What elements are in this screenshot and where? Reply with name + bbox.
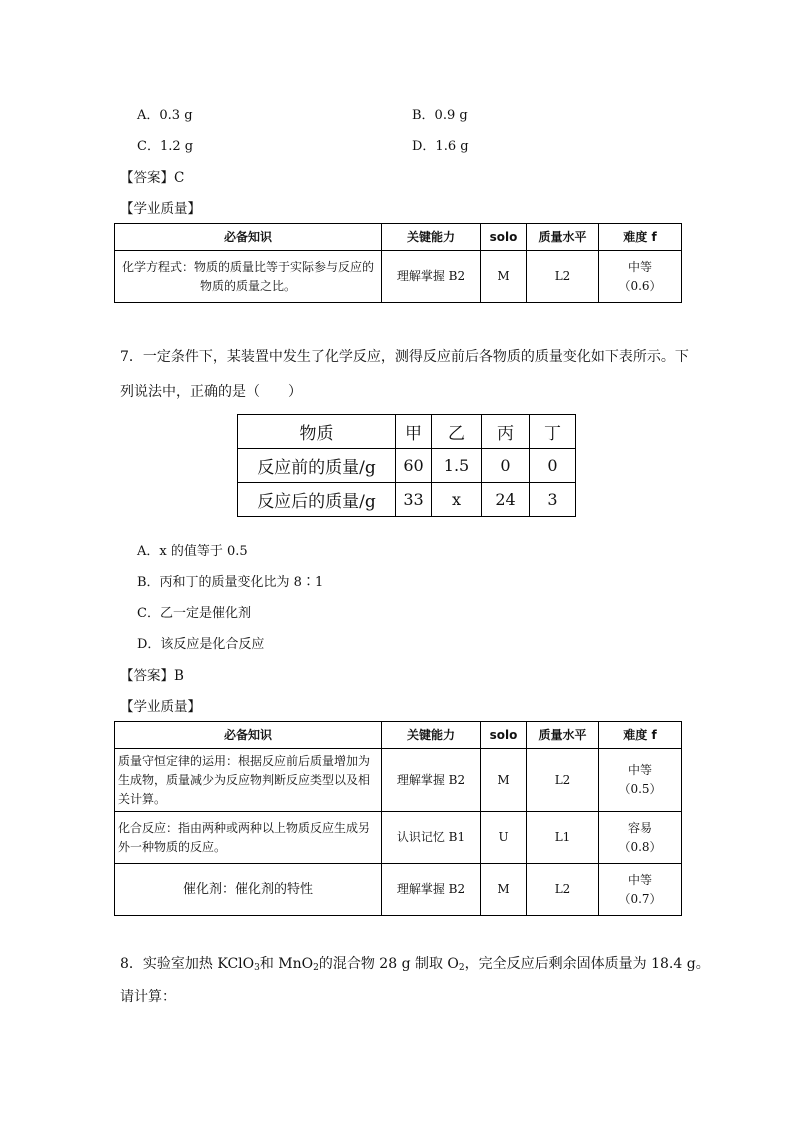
cell: 物质	[238, 415, 396, 449]
cell-difficulty: 中等 （0.6）	[599, 251, 682, 303]
cell-ability: 理解掌握 B2	[382, 749, 481, 812]
cell-solo: M	[481, 251, 527, 303]
option-c: C．1.2 g	[137, 139, 194, 154]
table-row	[238, 449, 576, 483]
option-a: A．x 的值等于 0.5	[137, 544, 248, 559]
quality-tag: 【学业质量】	[120, 699, 201, 715]
cell: 3	[530, 483, 576, 517]
cell: 甲	[396, 415, 432, 449]
header-level: 质量水平	[527, 224, 599, 251]
table-row	[115, 251, 682, 303]
cell-level: L2	[527, 749, 599, 812]
answer-tag: 【答案】	[120, 170, 174, 186]
cell: 丙	[482, 415, 530, 449]
cell: 反应后的质量/g	[238, 483, 396, 517]
option-d: D．该反应是化合反应	[137, 637, 265, 652]
cell: 24	[482, 483, 530, 517]
header-solo: solo	[481, 722, 527, 749]
cell-knowledge: 催化剂：催化剂的特性	[115, 864, 382, 916]
cell: x	[432, 483, 482, 517]
option-b: B．0.9 g	[412, 108, 468, 123]
quality-table-q7	[114, 721, 682, 916]
option-b: B．丙和丁的质量变化比为 8∶1	[137, 575, 324, 590]
question-8-stem: 8．实验室加热 KClO$_3$和 MnO$_2$的混合物 28 g 制取 $O_2$，完全反应后剩余固体质量为 18.4 g。	[120, 956, 710, 973]
cell-difficulty: 容易 （0.8）	[599, 812, 682, 864]
cell: 1.5	[432, 449, 482, 483]
header-solo: solo	[481, 224, 527, 251]
cell: 乙	[432, 415, 482, 449]
cell-solo: M	[481, 864, 527, 916]
quality-tag: 【学业质量】	[120, 201, 201, 217]
quality-table-q6	[114, 223, 682, 303]
table-row	[115, 749, 682, 812]
option-d: D．1.6 g	[412, 139, 469, 154]
cell-level: L1	[527, 812, 599, 864]
cell-knowledge: 质量守恒定律的运用：根据反应前后质量增加为生成物，质量减少为反应物判断反应类型以及相关计算。	[115, 749, 382, 812]
answer-line	[120, 166, 184, 186]
cell-ability: 理解掌握 B2	[382, 864, 481, 916]
question-7-stem: 7．一定条件下，某装置中发生了化学反应，测得反应前后各物质的质量变化如下表所示。下	[120, 349, 689, 365]
answer-line	[120, 664, 184, 684]
question-8-stem-2: 请计算：	[120, 989, 176, 1005]
answer-value: C	[174, 170, 185, 186]
cell-knowledge: 化学方程式：物质的质量比等于实际参与反应的物质的质量之比。	[115, 251, 382, 303]
cell-solo: U	[481, 812, 527, 864]
cell-solo: M	[481, 749, 527, 812]
table-header-row	[115, 722, 682, 749]
mass-change-table	[237, 414, 576, 517]
table-row	[115, 812, 682, 864]
cell-difficulty: 中等 （0.5）	[599, 749, 682, 812]
header-ability: 关键能力	[382, 224, 481, 251]
answer-value: B	[174, 668, 184, 684]
cell: 0	[482, 449, 530, 483]
cell: 0	[530, 449, 576, 483]
cell-ability: 认识记忆 B1	[382, 812, 481, 864]
header-knowledge: 必备知识	[115, 224, 382, 251]
option-a: A．0.3 g	[137, 108, 193, 123]
header-level: 质量水平	[527, 722, 599, 749]
cell-level: L2	[527, 251, 599, 303]
cell-ability: 理解掌握 B2	[382, 251, 481, 303]
header-knowledge: 必备知识	[115, 722, 382, 749]
table-row	[115, 864, 682, 916]
option-c: C．乙一定是催化剂	[137, 606, 251, 621]
cell-difficulty: 中等 （0.7）	[599, 864, 682, 916]
cell: 33	[396, 483, 432, 517]
header-ability: 关键能力	[382, 722, 481, 749]
cell-knowledge: 化合反应：指由两种或两种以上物质反应生成另外一种物质的反应。	[115, 812, 382, 864]
table-header-row	[115, 224, 682, 251]
cell: 60	[396, 449, 432, 483]
answer-tag: 【答案】	[120, 668, 174, 684]
cell: 丁	[530, 415, 576, 449]
header-difficulty: 难度 f	[599, 722, 682, 749]
table-header-row	[238, 415, 576, 449]
table-row	[238, 483, 576, 517]
cell: 反应前的质量/g	[238, 449, 396, 483]
cell-level: L2	[527, 864, 599, 916]
header-difficulty: 难度 f	[599, 224, 682, 251]
question-7-stem-2: 列说法中，正确的是（ ）	[120, 384, 302, 400]
